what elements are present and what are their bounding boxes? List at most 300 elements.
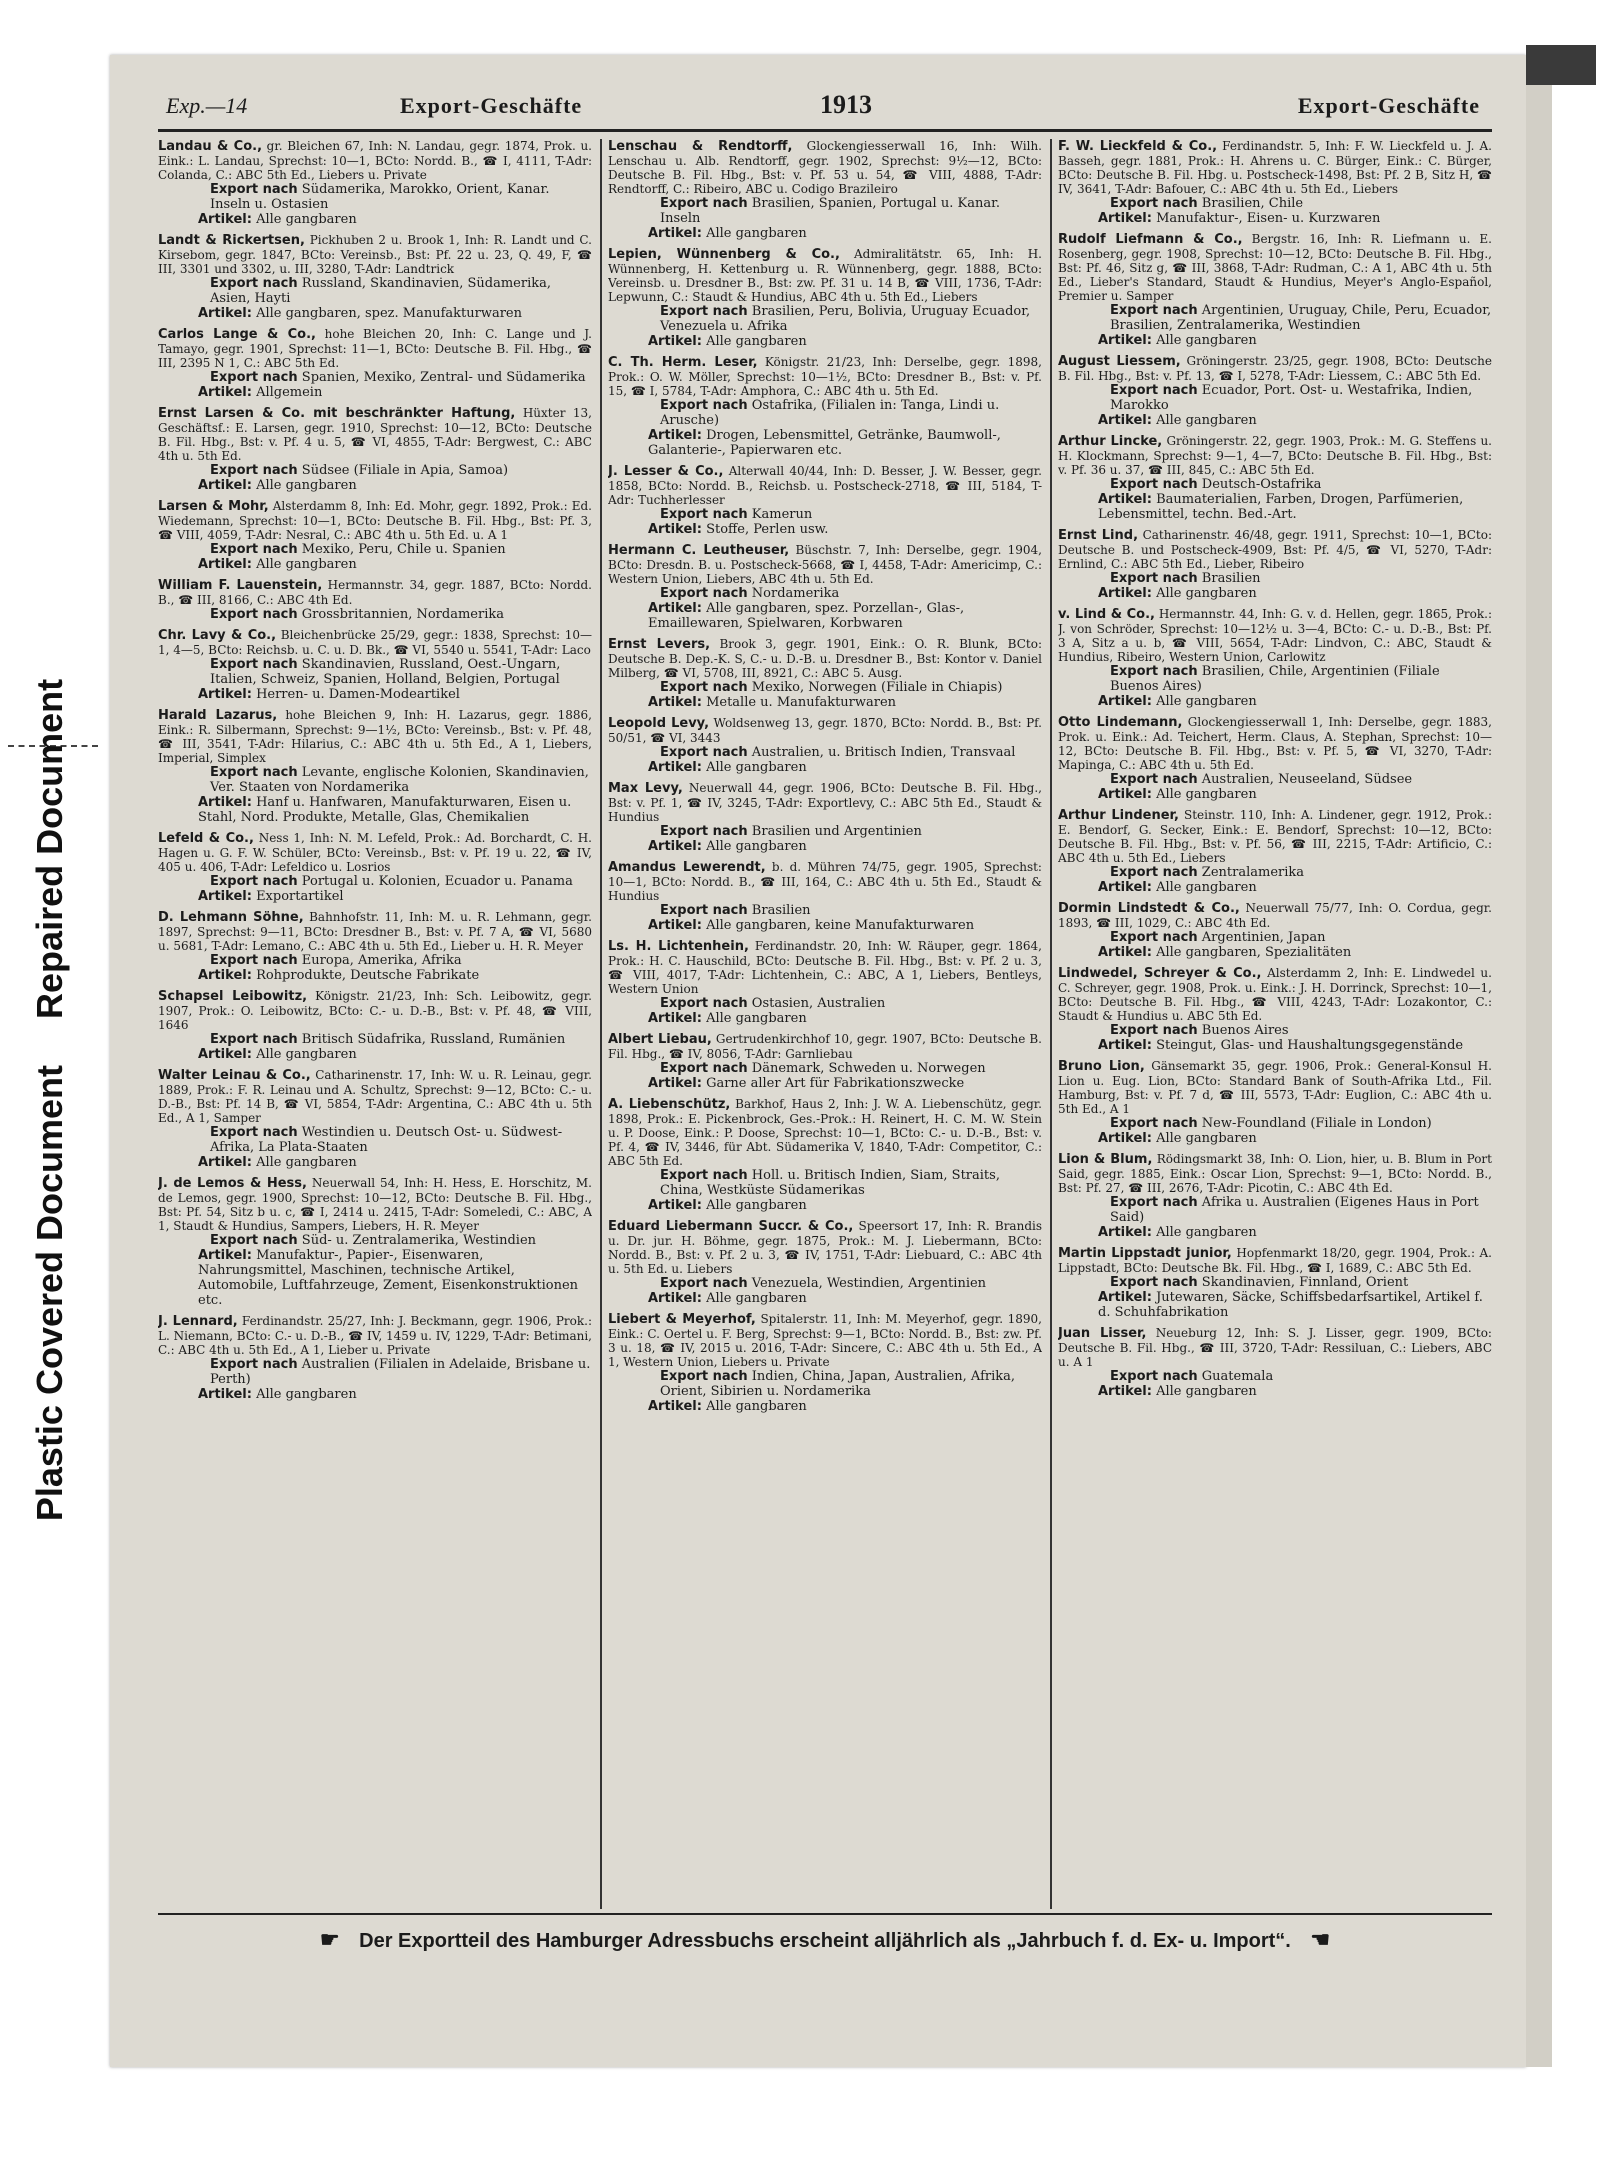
artikel-line xyxy=(158,1155,592,1170)
directory-entry xyxy=(158,1068,592,1170)
company-name: Dormin Lindstedt & Co., xyxy=(1058,901,1240,916)
artikel-text: Herren- u. Damen-Modeartikel xyxy=(256,687,460,702)
company-name: J. Lennard, xyxy=(158,1314,238,1329)
company-details: Catharinenstr. 17, Inh: W. u. R. Leinau, gegr. 1889, Prok.: F. R. Leinau und A. Schultz, Sprechst: 9—12, BCto: C.- u. D.-B., Bst: Pf. 14 B, ☎ VI, 5854, T-Adr: Argentina, C.: ABC 4th u. 5th Ed., A 1, Samper xyxy=(158,1068,592,1125)
company-details: Hermannstr. 44, Inh: G. v. d. Hellen, gegr. 1865, Prok.: J. von Schröder, Sprechst: 10—12½ u. 3—4, BCto: C.- u. D.-B., Bst: Pf. 3 A, Sitz a u. b, ☎ VIII, 5654, T-Adr: Lindvon, C.: ABC, Staudt & Hundius, Ribeiro, Western Union, Carlowitz xyxy=(1058,607,1492,664)
directory-entry xyxy=(1058,232,1492,348)
column-2 xyxy=(608,139,1042,1909)
export-destinations: Brasilien, Spanien, Portugal u. Kanar. Inseln xyxy=(660,196,1000,226)
export-destinations: Brasilien und Argentinien xyxy=(751,824,922,839)
artikel-line xyxy=(158,968,592,983)
export-label: Export nach xyxy=(210,182,298,197)
export-line xyxy=(158,953,592,968)
export-label: Export nach xyxy=(660,507,748,522)
export-label: Export nach xyxy=(210,1032,298,1047)
directory-entry xyxy=(608,464,1042,537)
export-label: Export nach xyxy=(1110,1116,1198,1131)
artikel-line xyxy=(1058,492,1492,522)
column-divider xyxy=(600,139,602,1909)
artikel-label: Artikel: xyxy=(198,306,252,321)
export-line xyxy=(158,276,592,306)
company-details: Brook 3, gegr. 1901, Eink.: O. R. Blunk, BCto: Deutsche B. Dep.-K. S, C.- u. D.-B. u. Dresdner B., Bst: Kontor v. Daniel Milberg, ☎ VI, 5708, III, 8921, C.: ABC 5. Ausg. xyxy=(608,637,1042,680)
export-label: Export nach xyxy=(660,398,748,413)
artikel-line xyxy=(1058,586,1492,601)
export-line xyxy=(158,370,592,385)
export-label: Export nach xyxy=(660,903,748,918)
export-label: Export nach xyxy=(210,953,298,968)
directory-entry xyxy=(1058,1246,1492,1320)
artikel-label: Artikel: xyxy=(198,385,252,400)
artikel-line xyxy=(608,226,1042,241)
artikel-label: Artikel: xyxy=(198,478,252,493)
company-name: D. Lehmann Söhne, xyxy=(158,910,304,925)
export-line xyxy=(1058,196,1492,211)
artikel-line xyxy=(158,306,592,321)
export-label: Export nach xyxy=(210,765,298,780)
artikel-text: Drogen, Lebensmittel, Getränke, Baumwoll-, Galanterie-, Papierwaren etc. xyxy=(648,428,1001,458)
export-label: Export nach xyxy=(660,824,748,839)
header-title-right: Export-Geschäfte xyxy=(1297,93,1480,118)
company-details: Woldsenweg 13, gegr. 1870, BCto: Nordd. B., Bst: Pf. 50/51, ☎ VI, 3443 xyxy=(608,716,1042,745)
artikel-line xyxy=(1058,787,1492,802)
company-name: Carlos Lange & Co., xyxy=(158,327,316,342)
company-details: Steinstr. 110, Inh: A. Lindener, gegr. 1912, Prok.: E. Bendorf, G. Secker, Eink.: E. Bendorf, Sprechst: 10—12, BCto: Deutsche B. Fil. Hbg., Bst: v. Pf. 56, ☎ III, 2215, T-Adr: Artificio, C.: ABC 4th u. 5th Ed., Liebers xyxy=(1058,808,1492,865)
artikel-label: Artikel: xyxy=(198,687,252,702)
artikel-text: Alle gangbaren xyxy=(1156,694,1257,709)
directory-entry xyxy=(608,781,1042,854)
export-line xyxy=(608,1168,1042,1198)
export-label: Export nach xyxy=(660,1369,748,1384)
artikel-label: Artikel: xyxy=(198,1387,252,1402)
artikel-label: Artikel: xyxy=(648,522,702,537)
export-destinations: Russland, Skandinavien, Südamerika, Asien, Hayti xyxy=(210,276,552,306)
export-destinations: Mexiko, Peru, Chile u. Spanien xyxy=(301,542,506,557)
pointing-hand-right-icon: ☚ xyxy=(1310,1927,1331,1952)
artikel-line xyxy=(158,557,592,572)
directory-entry xyxy=(1058,354,1492,428)
company-details: hohe Bleichen 9, Inh: H. Lazarus, gegr. 1886, Eink.: R. Silbermann, Sprechst: 9—1½, BCto: Vereinsb., Bst: v. Pf. 48, ☎ III, 3541, T-Adr: Hilarius, C.: ABC 4th u. 5th Ed., A 1, Liebers, Imperial, Simplex xyxy=(158,708,592,765)
export-destinations: Afrika u. Australien (Eigenes Haus in Port Said) xyxy=(1110,1195,1479,1225)
directory-entry xyxy=(158,327,592,400)
company-name: Ernst Lind, xyxy=(1058,528,1139,543)
artikel-text: Alle gangbaren xyxy=(1156,880,1257,895)
export-destinations: Indien, China, Japan, Australien, Afrika, Orient, Sibirien u. Nordamerika xyxy=(660,1369,1016,1399)
artikel-line xyxy=(608,601,1042,631)
export-destinations: Nordamerika xyxy=(751,586,840,601)
company-details: Gertrudenkirchhof 10, gegr. 1907, BCto: Deutsche B. Fil. Hbg., ☎ IV, 8056, T-Adr: Garnliebau xyxy=(608,1032,1042,1061)
export-label: Export nach xyxy=(1110,571,1198,586)
artikel-label: Artikel: xyxy=(198,968,252,983)
artikel-line xyxy=(158,795,592,825)
artikel-text: Alle gangbaren, Spezialitäten xyxy=(1156,945,1352,960)
artikel-text: Garne aller Art für Fabrikationszwecke xyxy=(706,1076,965,1091)
export-line xyxy=(158,607,592,622)
directory-entry xyxy=(608,355,1042,458)
artikel-line xyxy=(1058,1131,1492,1146)
company-details: Königstr. 21/23, Inh: Derselbe, gegr. 1898, Prok.: O. W. Möller, Sprechst: 10—1½, BCto: Dresdner B., Bst: v. Pf. 15, ☎ I, 5784, T-Adr: Amphora, C.: ABC 4th u. 5th Ed. xyxy=(608,355,1042,398)
directory-entry xyxy=(608,637,1042,710)
artikel-label: Artikel: xyxy=(1098,1290,1152,1305)
scanned-page xyxy=(110,55,1526,2067)
artikel-text: Alle gangbaren xyxy=(1156,333,1257,348)
company-name: A. Liebenschütz, xyxy=(608,1097,731,1112)
company-details: gr. Bleichen 67, Inh: N. Landau, gegr. 1874, Prok. u. Eink.: L. Landau, Sprechst: 10—1, BCto: Nordd. B., ☎ I, 4111, T-Adr: Colanda, C.: ABC 5th Ed., Liebers u. Private xyxy=(158,139,592,182)
column-1 xyxy=(158,139,592,1909)
company-details: Gänsemarkt 35, gegr. 1906, Prok.: General-Konsul H. Lion u. Eug. Lion, BCto: Standard Bank of South-Afrika Ltd., Fil. Hamburg, Bst: v. Pf. 7 d, ☎ III, 5573, T-Adr: Euglion, C.: ABC 4th u. 5th Ed., A 1 xyxy=(1058,1059,1492,1116)
export-label: Export nach xyxy=(1110,1023,1198,1038)
export-label: Export nach xyxy=(1110,664,1198,679)
company-details: Neuerwall 44, gegr. 1906, BCto: Deutsche B. Fil. Hbg., Bst: v. Pf. 1, ☎ IV, 3245, T-Adr: Exportlevy, C.: ABC 5th Ed., Staudt & Hundius xyxy=(608,781,1042,824)
company-name: Ernst Larsen & Co. mit beschränkter Haftung, xyxy=(158,406,516,421)
artikel-label: Artikel: xyxy=(648,1076,702,1091)
artikel-label: Artikel: xyxy=(1098,1225,1152,1240)
export-label: Export nach xyxy=(210,276,298,291)
artikel-label: Artikel: xyxy=(198,557,252,572)
artikel-label: Artikel: xyxy=(648,226,702,241)
artikel-line xyxy=(608,1291,1042,1306)
artikel-text: Hanf u. Hanfwaren, Manufakturwaren, Eisen u. Stahl, Nord. Produkte, Metalle, Glas, Chemikalien xyxy=(198,795,572,825)
export-line xyxy=(608,507,1042,522)
company-details: Ferdinandstr. 25/27, Inh: J. Beckmann, gegr. 1906, Prok.: L. Niemann, BCto: C.- u. D.-B., ☎ IV, 1459 u. IV, 1229, T-Adr: Betimani, C.: ABC 4th u. 5th Ed., A 1, Lieber u. Private xyxy=(158,1314,592,1357)
export-line xyxy=(1058,930,1492,945)
artikel-text: Alle gangbaren xyxy=(256,212,357,227)
company-name: Lindwedel, Schreyer & Co., xyxy=(1058,966,1262,981)
export-label: Export nach xyxy=(1110,383,1198,398)
directory-entry xyxy=(158,139,592,227)
directory-entry xyxy=(608,1097,1042,1213)
directory-entry xyxy=(608,1312,1042,1414)
directory-entry xyxy=(158,628,592,702)
export-line xyxy=(158,1125,592,1155)
directory-entry xyxy=(608,939,1042,1026)
artikel-label: Artikel: xyxy=(1098,1038,1152,1053)
company-details: Gröningerstr. 22, gegr. 1903, Prok.: M. G. Steffens u. H. Klockmann, Sprechst: 9—1, 4—7, BCto: Deutsche B. Fil. Hbg., Bst: v. Pf. 36 u. 37, ☎ III, 845, C.: ABC 5th Ed. xyxy=(1058,434,1492,477)
directory-entry xyxy=(158,578,592,622)
company-name: Juan Lisser, xyxy=(1058,1326,1147,1341)
artikel-text: Alle gangbaren xyxy=(1156,586,1257,601)
company-details: Neuerwall 75/77, Inh: O. Cordua, gegr. 1893, ☎ III, 1029, C.: ABC 4th Ed. xyxy=(1058,901,1492,930)
export-label: Export nach xyxy=(660,745,748,760)
artikel-line xyxy=(608,839,1042,854)
company-details: Hüxter 13, Geschäftsf.: E. Larsen, gegr. 1910, Sprechst: 10—12, BCto: Deutsche B. Fil. Hbg., Bst: v. Pf. 4 u. 5, ☎ VI, 4855, T-Adr: Bergwest, C.: ABC 4th u. 5th Ed. xyxy=(158,406,592,463)
plastic-covered-label: Plastic Covered Document xyxy=(29,1064,70,1522)
directory-entry xyxy=(608,139,1042,241)
export-destinations: Holl. u. Britisch Indien, Siam, Straits, China, Westküste Südamerikas xyxy=(660,1168,1000,1198)
export-line xyxy=(1058,865,1492,880)
export-destinations: Portugal u. Kolonien, Ecuador u. Panama xyxy=(301,874,573,889)
artikel-label: Artikel: xyxy=(648,839,702,854)
artikel-label: Artikel: xyxy=(198,795,252,810)
export-line xyxy=(158,1233,592,1248)
company-details: Ferdinandstr. 20, Inh: W. Räuper, gegr. 1864, Prok.: H. C. Hauschild, BCto: Deutsche B. Fil. Hbg., Bst: v. Pf. 2 u. 3, ☎ VIII, 4017, T-Adr: Lichtenhein, C.: ABC, A 1, Liebers, Bentleys, Western Union xyxy=(608,939,1042,996)
company-name: Harald Lazarus, xyxy=(158,708,278,723)
pointing-hand-left-icon: ☛ xyxy=(319,1927,340,1952)
directory-entry xyxy=(158,1176,592,1308)
company-name: Albert Liebau, xyxy=(608,1032,712,1047)
directory-entry xyxy=(158,233,592,321)
company-name: J. de Lemos & Hess, xyxy=(158,1176,307,1191)
artikel-label: Artikel: xyxy=(648,1011,702,1026)
artikel-line xyxy=(608,760,1042,775)
export-line xyxy=(608,1276,1042,1291)
artikel-text: Alle gangbaren, keine Manufakturwaren xyxy=(706,918,975,933)
scan-label xyxy=(29,661,71,1539)
artikel-line xyxy=(1058,694,1492,709)
directory-entry xyxy=(158,406,592,493)
export-destinations: Brasilien xyxy=(751,903,811,918)
export-destinations: Australien, u. Britisch Indien, Transvaal xyxy=(751,745,1016,760)
page-header xyxy=(160,85,1490,125)
artikel-label: Artikel: xyxy=(198,212,252,227)
company-name: Max Levy, xyxy=(608,781,683,796)
directory-entry xyxy=(1058,1059,1492,1146)
export-line xyxy=(1058,1023,1492,1038)
export-destinations: Grossbritannien, Nordamerika xyxy=(301,607,504,622)
artikel-text: Metalle u. Manufakturwaren xyxy=(706,695,897,710)
company-details: Ness 1, Inh: N. M. Lefeld, Prok.: Ad. Borchardt, C. H. Hagen u. G. F. W. Schüler, BCto: Vereinsb., Bst: v. Pf. 19 u. 22, ☎ IV, 405 u. 406, T-Adr: Lefeldico u. Losrios xyxy=(158,831,592,874)
artikel-line xyxy=(608,428,1042,458)
directory-entry xyxy=(608,247,1042,349)
artikel-label: Artikel: xyxy=(1098,1131,1152,1146)
export-label: Export nach xyxy=(210,657,298,672)
column-divider xyxy=(1050,139,1052,1909)
export-destinations: Ecuador, Port. Ost- u. Westafrika, Indien, Marokko xyxy=(1110,383,1473,413)
company-details: Bergstr. 16, Inh: R. Liefmann u. E. Rosenberg, gegr. 1908, Sprechst: 10—12, BCto: Deutsche B. Fil. Hbg., Bst: Pf. 46, Sitz g, ☎ III, 3868, T-Adr: Rudman, C.: A 1, ABC 4th u. 5th Ed., Lieber's Standard, Staudt & Hundius, Meyer's Anglo-Español, Premier u. Samper xyxy=(1058,232,1492,303)
artikel-label: Artikel: xyxy=(198,1155,252,1170)
export-destinations: Süd- u. Zentralamerika, Westindien xyxy=(301,1233,537,1248)
artikel-label: Artikel: xyxy=(1098,333,1152,348)
artikel-label: Artikel: xyxy=(648,918,702,933)
artikel-label: Artikel: xyxy=(648,601,702,616)
artikel-text: Steingut, Glas- und Haushaltungsgegenstände xyxy=(1156,1038,1464,1053)
artikel-line xyxy=(1058,1038,1492,1053)
artikel-line xyxy=(158,1387,592,1402)
artikel-text: Alle gangbaren, spez. Porzellan-, Glas-, Emaillewaren, Spielwaren, Korbwaren xyxy=(648,601,965,631)
export-label: Export nach xyxy=(1110,930,1198,945)
artikel-text: Alle gangbaren xyxy=(1156,413,1257,428)
export-line xyxy=(1058,383,1492,413)
artikel-line xyxy=(608,522,1042,537)
export-label: Export nach xyxy=(210,1357,298,1372)
company-details: Glockengiesserwall 16, Inh: Wilh. Lenschau u. Alb. Rendtorff, gegr. 1902, Sprechst: 9½—12, BCto: Deutsche B. Fil. Hbg., Bst: v. Pf. 53 u. 54, ☎ VIII, 4888, T-Adr: Rendtorff, C.: Ribeiro, ABC u. Codigo Brazileiro xyxy=(608,139,1042,196)
directory-entry xyxy=(1058,1152,1492,1240)
page-edge xyxy=(1526,55,1552,2067)
export-destinations: Brasilien, Peru, Bolivia, Uruguay Ecuador, Venezuela u. Afrika xyxy=(660,304,1031,334)
company-details: Königstr. 21/23, Inh: Sch. Leibowitz, gegr. 1907, Prok.: O. Leibowitz, BCto: C.- u. D.-B., Bst: v. Pf. 48, ☎ VIII, 1646 xyxy=(158,989,592,1032)
export-line xyxy=(158,765,592,795)
artikel-label: Artikel: xyxy=(1098,413,1152,428)
artikel-label: Artikel: xyxy=(648,334,702,349)
export-line xyxy=(608,1369,1042,1399)
directory-entry xyxy=(158,989,592,1062)
artikel-line xyxy=(1058,1290,1492,1320)
company-details: Glockengiesserwall 1, Inh: Derselbe, gegr. 1883, Prok. u. Eink.: Ad. Teichert, Herm. Claus, A. Stephan, Sprechst: 10—12, BCto: Deutsche B. Fil. Hbg., Bst: v. Pf. 5, ☎ VI, 3270, T-Adr: Mapinga, C.: ABC 4th u. 5th Ed. xyxy=(1058,715,1492,772)
company-name: Lion & Blum, xyxy=(1058,1152,1153,1167)
artikel-label: Artikel: xyxy=(648,1399,702,1414)
directory-entry xyxy=(608,860,1042,933)
artikel-label: Artikel: xyxy=(648,1198,702,1213)
export-line xyxy=(608,304,1042,334)
artikel-line xyxy=(1058,413,1492,428)
artikel-text: Manufaktur-, Eisen- u. Kurzwaren xyxy=(1156,211,1381,226)
export-destinations: Australien, Neuseeland, Südsee xyxy=(1201,772,1413,787)
page-number: Exp.—14 xyxy=(166,93,248,118)
artikel-label: Artikel: xyxy=(1098,945,1152,960)
export-destinations: Zentralamerika xyxy=(1201,865,1305,880)
artikel-label: Artikel: xyxy=(1098,586,1152,601)
export-line xyxy=(158,874,592,889)
export-destinations: Britisch Südafrika, Russland, Rumänien xyxy=(301,1032,566,1047)
company-name: Hermann C. Leutheuser, xyxy=(608,543,790,558)
company-details: Hopfenmarkt 18/20, gegr. 1904, Prok.: A. Lippstadt, BCto: Deutsche Bk. Fil. Hbg., ☎ I, 1689, C.: ABC 5th Ed. xyxy=(1058,1246,1492,1275)
export-label: Export nach xyxy=(660,1168,748,1183)
export-line xyxy=(1058,1369,1492,1384)
artikel-line xyxy=(1058,880,1492,895)
footer-rule xyxy=(158,1913,1492,1915)
export-destinations: Ostafrika, (Filialen in: Tanga, Lindi u. Arusche) xyxy=(660,398,1000,428)
header-title-left: Export-Geschäfte xyxy=(400,93,583,118)
company-name: Larsen & Mohr, xyxy=(158,499,269,514)
directory-entry xyxy=(1058,808,1492,895)
export-label: Export nach xyxy=(660,1061,748,1076)
artikel-text: Alle gangbaren xyxy=(256,1047,357,1062)
export-line xyxy=(608,586,1042,601)
company-details: hohe Bleichen 20, Inh: C. Lange und J. Tamayo, gegr. 1901, Sprechst: 11—1, BCto: Deutsche B. Fil. Hbg., ☎ III, 2395 N 1, C.: ABC 5th Ed. xyxy=(158,327,592,370)
directory-entry xyxy=(1058,715,1492,802)
artikel-label: Artikel: xyxy=(648,1291,702,1306)
company-name: v. Lind & Co., xyxy=(1058,607,1155,622)
export-label: Export nach xyxy=(1110,1275,1198,1290)
company-name: Eduard Liebermann Succr. & Co., xyxy=(608,1219,854,1234)
company-name: August Liessem, xyxy=(1058,354,1181,369)
artikel-label: Artikel: xyxy=(198,1248,252,1263)
company-details: Admiralitätstr. 65, Inh: H. Wünnenberg, H. Kettenburg u. R. Wünnenberg, gegr. 1888, BCto: Vereinsb. u. Dresdner B., Bst: zw. Pf. 31 u. 14 B, ☎ VIII, 1736, T-Adr: Lepwunn, C.: Staudt & Hundius, ABC 4th u. 5th Ed., Liebers xyxy=(608,247,1042,304)
export-destinations: Argentinien, Uruguay, Chile, Peru, Ecuador, Brasilien, Zentralamerika, Westindien xyxy=(1110,303,1492,333)
artikel-text: Alle gangbaren xyxy=(256,478,357,493)
export-label: Export nach xyxy=(660,586,748,601)
company-name: Ls. H. Lichtenhein, xyxy=(608,939,749,954)
export-line xyxy=(158,1032,592,1047)
export-line xyxy=(158,463,592,478)
artikel-line xyxy=(1058,1384,1492,1399)
company-name: Otto Lindemann, xyxy=(1058,715,1183,730)
artikel-text: Rohprodukte, Deutsche Fabrikate xyxy=(256,968,480,983)
artikel-text: Alle gangbaren xyxy=(706,839,807,854)
artikel-label: Artikel: xyxy=(1098,492,1152,507)
export-label: Export nach xyxy=(1110,196,1198,211)
artikel-label: Artikel: xyxy=(1098,787,1152,802)
artikel-text: Alle gangbaren xyxy=(706,1399,807,1414)
export-destinations: Guatemala xyxy=(1201,1369,1274,1384)
export-destinations: Brasilien xyxy=(1201,571,1261,586)
export-line xyxy=(1058,1116,1492,1131)
artikel-text: Alle gangbaren xyxy=(256,1387,357,1402)
directory-entry xyxy=(608,543,1042,631)
artikel-text: Alle gangbaren xyxy=(706,760,807,775)
company-name: Landau & Co., xyxy=(158,139,263,154)
export-label: Export nach xyxy=(210,542,298,557)
export-label: Export nach xyxy=(1110,303,1198,318)
company-name: Martin Lippstadt junior, xyxy=(1058,1246,1232,1261)
artikel-line xyxy=(158,687,592,702)
export-destinations: Spanien, Mexiko, Zentral- und Südamerika xyxy=(301,370,586,385)
artikel-text: Manufaktur-, Papier-, Eisenwaren, Nahrungsmittel, Maschinen, technische Artikel, Automobile, Luftfahrzeuge, Zement, Eisenkonstruktionen etc. xyxy=(198,1248,579,1308)
export-line xyxy=(608,1061,1042,1076)
company-name: Lenschau & Rendtorff, xyxy=(608,139,793,154)
export-destinations: Kamerun xyxy=(751,507,813,522)
company-details: Rödingsmarkt 38, Inh: O. Lion, hier, u. B. Blum in Port Said, gegr. 1885, Eink.: Oscar Lion, Sprechst: 9—1, BCto: Nordd. B., Bst: Pf. 27, ☎ III, 2676, T-Adr: Picotin, C.: ABC 4th Ed. xyxy=(1058,1152,1492,1195)
company-details: Speersort 17, Inh: R. Brandis u. Dr. jur. H. Böhme, gegr. 1875, Prok.: M. J. Liebermann, BCto: Nordd. B., Bst: v. Pf. 2 u. 3, ☎ IV, 1751, T-Adr: Liebuard, C.: ABC 4th u. 5th Ed. u. Liebers xyxy=(608,1219,1042,1276)
export-label: Export nach xyxy=(210,463,298,478)
export-destinations: Buenos Aires xyxy=(1201,1023,1289,1038)
directory-entry xyxy=(1058,528,1492,601)
column-3 xyxy=(1058,139,1492,1909)
directory-entry xyxy=(158,499,592,572)
export-line xyxy=(158,657,592,687)
artikel-text: Alle gangbaren xyxy=(1156,1131,1257,1146)
export-label: Export nach xyxy=(210,370,298,385)
artikel-line xyxy=(158,212,592,227)
company-name: Leopold Levy, xyxy=(608,716,710,731)
page-corner xyxy=(1526,45,1596,85)
directory-entry xyxy=(1058,139,1492,226)
directory-entry xyxy=(608,1219,1042,1306)
repaired-label: Repaired Document xyxy=(29,678,70,1019)
export-destinations: Deutsch-Ostafrika xyxy=(1201,477,1322,492)
company-name: Landt & Rickertsen, xyxy=(158,233,305,248)
artikel-label: Artikel: xyxy=(198,1047,252,1062)
company-name: Rudolf Liefmann & Co., xyxy=(1058,232,1243,247)
company-details: Ferdinandstr. 5, Inh: F. W. Lieckfeld u. J. A. Basseh, gegr. 1881, Prok.: H. Ahrens u. C. Bürger, Eink.: C. Bürger, BCto: Deutsche B. Fil. Hbg. u. Postscheck-1498, Bst: Pf. 2 B, Sitz H, ☎ IV, 3641, T-Adr: Bafouer, C.: ABC 4th u. 5th Ed., Liebers xyxy=(1058,139,1492,196)
export-label: Export nach xyxy=(660,680,748,695)
artikel-text: Allgemein xyxy=(256,385,323,400)
artikel-label: Artikel: xyxy=(1098,694,1152,709)
export-line xyxy=(608,996,1042,1011)
export-line xyxy=(608,903,1042,918)
artikel-label: Artikel: xyxy=(648,760,702,775)
directory-entry xyxy=(158,910,592,983)
export-line xyxy=(158,1357,592,1387)
export-label: Export nach xyxy=(1110,477,1198,492)
artikel-line xyxy=(1058,211,1492,226)
export-label: Export nach xyxy=(210,874,298,889)
artikel-line xyxy=(608,1399,1042,1414)
company-name: Ernst Levers, xyxy=(608,637,711,652)
company-details: Pickhuben 2 u. Brook 1, Inh: R. Landt und C. Kirsebom, gegr. 1847, BCto: Vereinsb., Bst: Pf. 22 u. 23, Q. 49, F, ☎ III, 3301 und 3302, u. III, 3280, T-Adr: Landtrick xyxy=(158,233,592,276)
export-destinations: Ostasien, Australien xyxy=(751,996,886,1011)
directory-entry xyxy=(158,831,592,904)
export-line xyxy=(1058,477,1492,492)
export-destinations: Dänemark, Schweden u. Norwegen xyxy=(751,1061,986,1076)
artikel-line xyxy=(608,918,1042,933)
header-rule xyxy=(158,129,1492,132)
company-details: Neueburg 12, Inh: S. J. Lisser, gegr. 1909, BCto: Deutsche B. Fil. Hbg., ☎ III, 3720, T-Adr: Ressiluan, C.: Liebers, ABC u. A 1 xyxy=(1058,1326,1492,1369)
company-name: F. W. Lieckfeld & Co., xyxy=(1058,139,1218,154)
directory-entry xyxy=(1058,607,1492,709)
company-name: William F. Lauenstein, xyxy=(158,578,323,593)
export-line xyxy=(608,680,1042,695)
export-destinations: Europa, Amerika, Afrika xyxy=(301,953,462,968)
company-name: Amandus Lewerendt, xyxy=(608,860,766,875)
artikel-text: Alle gangbaren xyxy=(706,226,807,241)
company-details: Catharinenstr. 46/48, gegr. 1911, Sprechst: 10—1, BCto: Deutsche B. und Postscheck-4909, Bst: Pf. 4/5, ☎ VI, 5270, T-Adr: Ernlind, C.: ABC 5th Ed., Lieber, Ribeiro xyxy=(1058,528,1492,571)
company-details: Bahnhofstr. 11, Inh: M. u. R. Lehmann, gegr. 1897, Sprechst: 9—11, BCto: Dresdner B., Bst: v. Pf. 7 A, ☎ VI, 5680 u. 5681, T-Adr: Lemano, C.: ABC 4th u. 5th Ed., Lieber u. H. R. Meyer xyxy=(158,910,592,953)
artikel-line xyxy=(608,1076,1042,1091)
company-name: J. Lesser & Co., xyxy=(608,464,724,479)
export-label: Export nach xyxy=(1110,865,1198,880)
company-details: Neuerwall 54, Inh: H. Hess, E. Horschitz, M. de Lemos, gegr. 1900, Sprechst: 10—12, BCto: Deutsche B. Fil. Hbg., Bst: Pf. 54, Sitz b u. c, ☎ I, 2414 u. 2415, T-Adr: Someledi, C.: ABC, A 1, Staudt & Hundius, Sampers, Liebers, H. R. Meyer xyxy=(158,1176,592,1233)
artikel-line xyxy=(158,889,592,904)
